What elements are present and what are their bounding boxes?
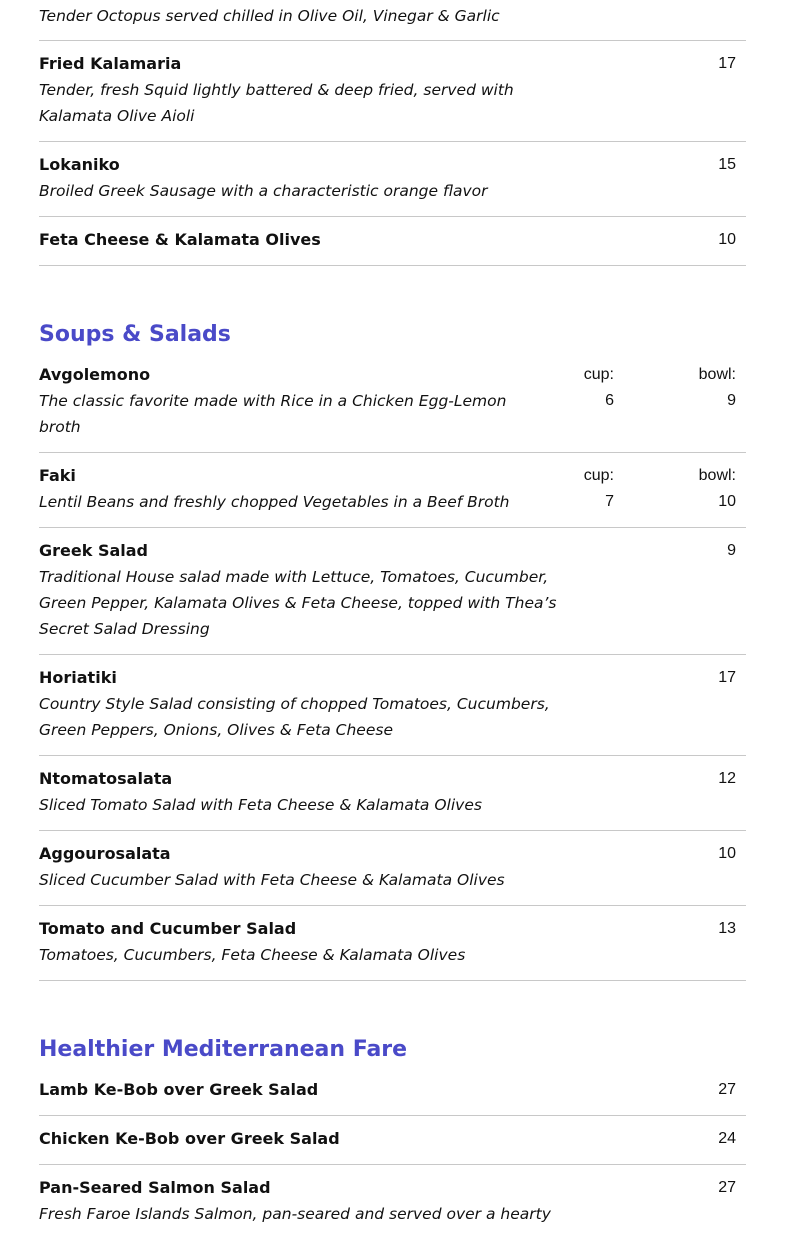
item-name: Aggourosalata	[39, 844, 171, 863]
item-price: 10	[718, 845, 736, 862]
item-price: 27	[718, 1179, 736, 1196]
cup-price: 6	[605, 392, 614, 409]
cup-price: 7	[605, 493, 614, 510]
item-price: 10	[718, 231, 736, 248]
item-price: 17	[718, 669, 736, 686]
item-name: Faki	[39, 466, 76, 485]
item-name: Greek Salad	[39, 541, 148, 560]
bowl-price: 10	[718, 493, 736, 510]
menu-item-aggourosalata	[39, 831, 746, 906]
bowl-label: bowl:	[698, 366, 736, 383]
bowl-label: bowl:	[698, 467, 736, 484]
menu-item-lamb-kebob	[39, 1067, 746, 1116]
menu-item-ntomatosalata	[39, 756, 746, 831]
item-price: 9	[727, 542, 736, 559]
item-description: Broiled Greek Sausage with a characteristic orange flavor	[39, 182, 488, 200]
item-name: Feta Cheese & Kalamata Olives	[39, 230, 321, 249]
menu-item-chicken-kebob	[39, 1116, 746, 1165]
item-description: The classic favorite made with Rice in a Chicken Egg-Lemon broth	[39, 392, 507, 436]
item-price: 15	[718, 156, 736, 173]
item-description: Sliced Tomato Salad with Feta Cheese & Kalamata Olives	[39, 796, 482, 814]
item-description: Country Style Salad consisting of chopped Tomatoes, Cucumbers, Green Peppers, Onions, Olives & Feta Cheese	[39, 695, 550, 739]
menu-item-faki	[39, 453, 746, 528]
item-description: Tender, fresh Squid lightly battered & deep fried, served with Kalamata Olive Aioli	[39, 81, 514, 125]
item-description: Sliced Cucumber Salad with Feta Cheese & Kalamata Olives	[39, 871, 505, 889]
menu-item-salmon-salad	[39, 1165, 746, 1239]
item-name: Pan-Seared Salmon Salad	[39, 1178, 271, 1197]
menu-item-horiatiki	[39, 655, 746, 756]
menu-item-lokaniko	[39, 142, 746, 217]
section-title-healthier: Healthier Mediterranean Fare	[39, 1037, 408, 1062]
menu-item-avgolemono	[39, 352, 746, 453]
item-description: Lentil Beans and freshly chopped Vegetables in a Beef Broth	[39, 493, 510, 511]
menu-item-tomato-cucumber-salad	[39, 906, 746, 981]
item-price: 17	[718, 55, 736, 72]
item-name: Lamb Ke-Bob over Greek Salad	[39, 1080, 319, 1099]
item-name: Tomato and Cucumber Salad	[39, 919, 297, 938]
cup-bowl-prices	[554, 463, 736, 515]
item-price: 24	[718, 1130, 736, 1147]
cup-label: cup:	[583, 366, 614, 383]
item-description: Traditional House salad made with Lettuce, Tomatoes, Cucumber, Green Pepper, Kalamata Olives & Feta Cheese, topped with Thea’s Secret Salad Dressing	[39, 568, 557, 638]
item-name: Avgolemono	[39, 365, 151, 384]
item-description: Tomatoes, Cucumbers, Feta Cheese & Kalamata Olives	[39, 946, 466, 964]
item-name: Chicken Ke-Bob over Greek Salad	[39, 1129, 340, 1148]
menu-item-greek-salad	[39, 528, 746, 655]
item-price: 27	[718, 1081, 736, 1098]
item-price: 13	[718, 920, 736, 937]
item-description: Tender Octopus served chilled in Olive Oil, Vinegar & Garlic	[39, 0, 746, 41]
cup-label: cup:	[583, 467, 614, 484]
cup-bowl-prices	[554, 362, 736, 414]
item-name: Horiatiki	[39, 668, 117, 687]
item-name: Lokaniko	[39, 155, 120, 174]
section-title-soups-salads: Soups & Salads	[39, 322, 231, 347]
item-description: Fresh Faroe Islands Salmon, pan-seared and served over a hearty	[39, 1205, 551, 1223]
menu-item-feta-olives	[39, 217, 746, 266]
bowl-price: 9	[727, 392, 736, 409]
menu-item-fried-kalamaria	[39, 41, 746, 142]
item-name: Fried Kalamaria	[39, 54, 182, 73]
item-name: Ntomatosalata	[39, 769, 173, 788]
item-price: 12	[718, 770, 736, 787]
menu-page	[39, 0, 746, 1239]
